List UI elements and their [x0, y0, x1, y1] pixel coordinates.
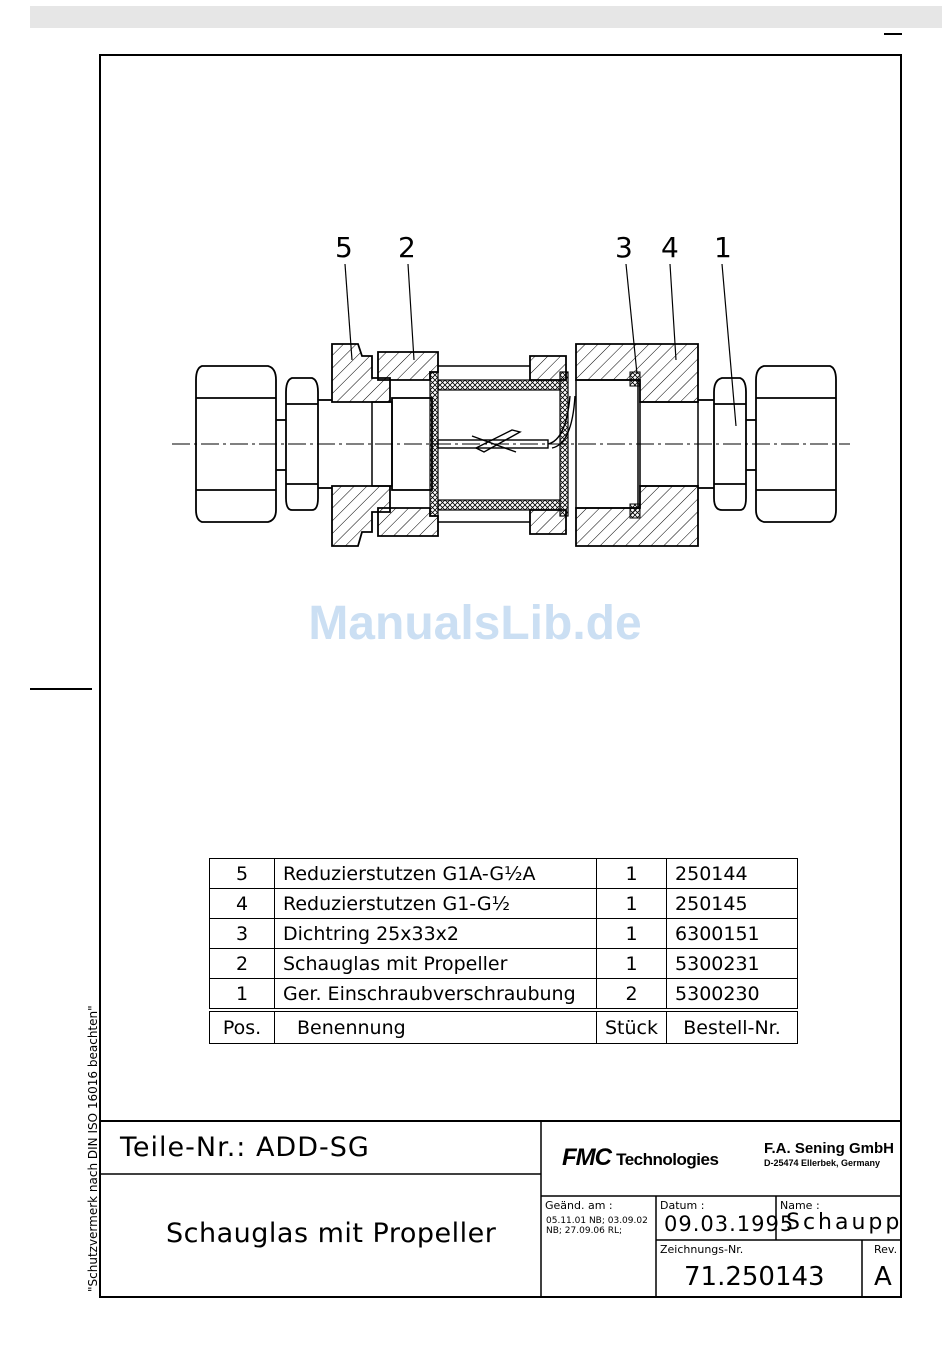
revision-label: Rev.: [874, 1243, 898, 1256]
drawing-title: Schauglas mit Propeller: [166, 1218, 497, 1249]
order-cell: 250144: [667, 859, 798, 889]
fmc-logo: [562, 1144, 718, 1172]
date-label: Datum :: [660, 1199, 705, 1212]
table-row: [210, 979, 798, 1011]
watermark: ManualsLib.de: [308, 597, 642, 650]
balloon-5: 5: [335, 231, 353, 264]
name-label: Name :: [780, 1199, 820, 1212]
table-row: [210, 859, 798, 889]
name-cell: Ger. Einschraubverschraubung: [275, 979, 597, 1011]
balloon-4: 4: [661, 231, 679, 264]
changed-label: Geänd. am :: [545, 1199, 613, 1212]
protection-note: "Schutzvermerk nach DIN ISO 16016 beachten": [86, 1005, 100, 1292]
qty-cell: 1: [597, 859, 667, 889]
order-cell: 5300230: [667, 979, 798, 1011]
parts-list-table: [209, 858, 798, 1044]
qty-cell: 1: [597, 919, 667, 949]
qty-cell: 1: [597, 889, 667, 919]
revision-value: A: [874, 1262, 892, 1292]
order-cell: 250145: [667, 889, 798, 919]
balloon-2: 2: [398, 231, 416, 264]
qty-cell: 2: [597, 979, 667, 1011]
pos-cell: 5: [210, 859, 275, 889]
order-cell: 5300231: [667, 949, 798, 979]
drawing-number-label: Zeichnungs-Nr.: [660, 1243, 744, 1256]
table-row: [210, 949, 798, 979]
header-qty: Stück: [597, 1010, 667, 1044]
logo-tech-text: Technologies: [616, 1150, 719, 1169]
pos-cell: 2: [210, 949, 275, 979]
part-number: Teile-Nr.: ADD-SG: [120, 1132, 370, 1163]
name-cell: Dichtring 25x33x2: [275, 919, 597, 949]
pos-cell: 1: [210, 979, 275, 1011]
drawing-number: 71.250143: [684, 1262, 825, 1292]
company-address: D-25474 Ellerbek, Germany: [764, 1158, 881, 1168]
changed-values: 05.11.01 NB; 03.09.02 NB; 27.09.06 RL;: [546, 1216, 648, 1236]
balloon-1: 1: [714, 231, 732, 264]
table-row: [210, 889, 798, 919]
name-cell: Schauglas mit Propeller: [275, 949, 597, 979]
balloon-3: 3: [615, 231, 633, 264]
header-pos: Pos.: [210, 1010, 275, 1044]
pos-cell: 4: [210, 889, 275, 919]
pos-cell: 3: [210, 919, 275, 949]
qty-cell: 1: [597, 949, 667, 979]
name-value: Schaupp: [786, 1210, 903, 1235]
table-row: [210, 919, 798, 949]
date-value: 09.03.1995: [664, 1212, 795, 1236]
header-name: Benennung: [275, 1010, 597, 1044]
table-header-row: [210, 1010, 798, 1044]
name-cell: Reduzierstutzen G1-G½: [275, 889, 597, 919]
order-cell: 6300151: [667, 919, 798, 949]
header-order: Bestell-Nr.: [667, 1010, 798, 1044]
company-name: F.A. Sening GmbH: [764, 1140, 895, 1157]
logo-fmc-text: FMC: [562, 1144, 611, 1171]
name-cell: Reduzierstutzen G1A-G½A: [275, 859, 597, 889]
reducer-part-4: [576, 344, 698, 546]
